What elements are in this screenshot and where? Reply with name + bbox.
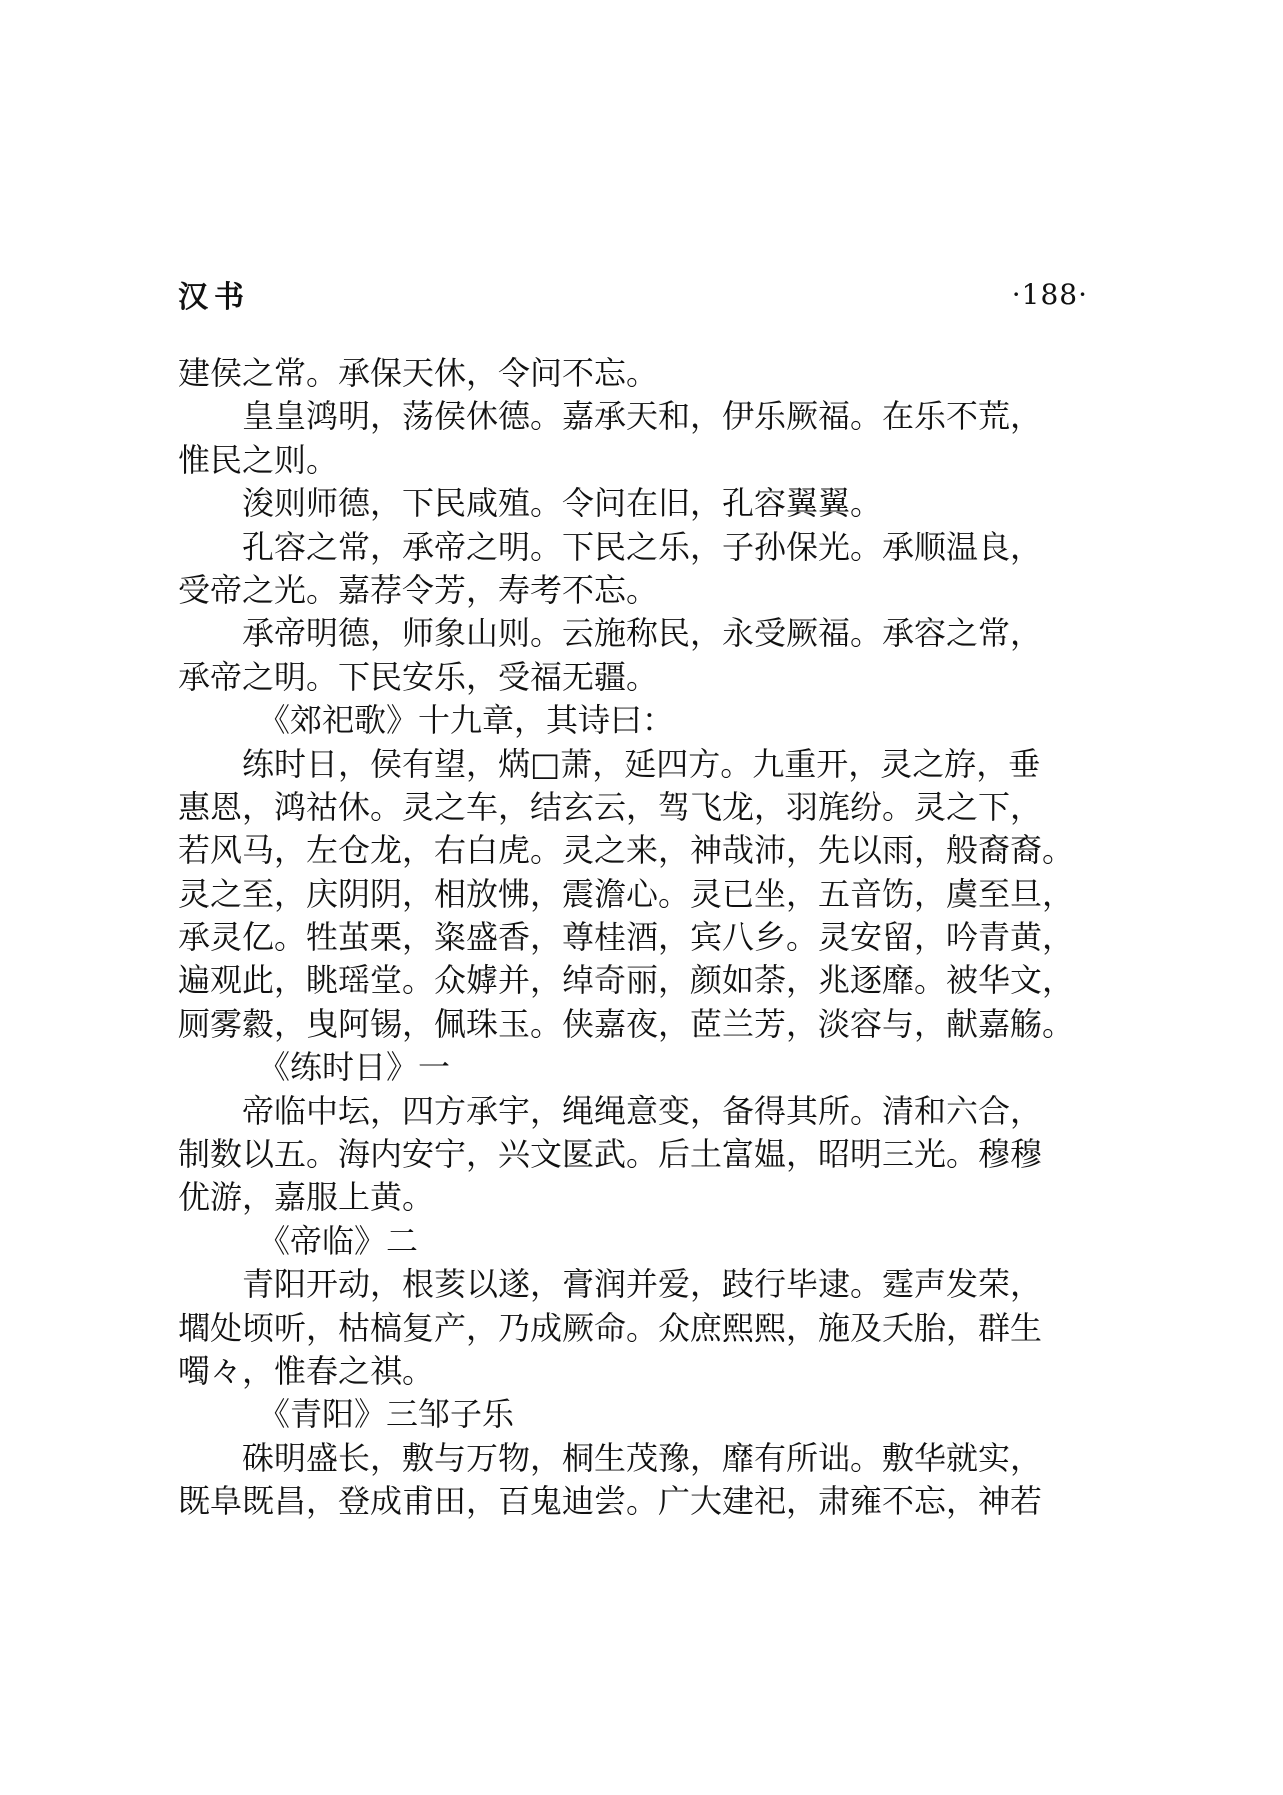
page-number: ·188· <box>1011 277 1088 311</box>
text-line: 皇皇鸿明，荡侯休德。嘉承天和，伊乐厥福。在乐不荒， <box>242 397 1043 436</box>
text-line: 制数以五。海内安宁，兴文匽武。后土富媪，昭明三光。穆穆 <box>178 1135 1043 1174</box>
text-line: 浚则师德，下民咸殖。令问在旧，孔容翼翼。 <box>242 484 883 523</box>
book-title: 汉书 <box>178 280 250 315</box>
section-heading: 《郊祀歌》十九章，其诗曰： <box>258 701 675 740</box>
text-line: 承灵亿。牲茧栗，粢盛香，尊桂酒，宾八乡。灵安留，吟青黄， <box>178 918 1075 957</box>
page-header <box>178 272 1088 316</box>
text-line: 若风马，左仓龙，右白虎。灵之来，神哉沛，先以雨，般裔裔。 <box>178 831 1075 870</box>
section-heading: 《青阳》三邹子乐 <box>258 1395 515 1434</box>
text-line: 承帝之明。下民安乐，受福无疆。 <box>178 657 659 696</box>
text-line: 青阳开动，根荄以遂，膏润并爱，跂行毕逮。霆声发荣， <box>242 1265 1043 1304</box>
body-text <box>178 352 1083 1524</box>
text-line: 壛处顷听，枯槁复产，乃成厥命。众庶熙熙，施及夭胎，群生 <box>178 1308 1043 1347</box>
section-heading: 《练时日》一 <box>258 1048 451 1087</box>
text-line: 优游，嘉服上黄。 <box>178 1178 435 1217</box>
text-line: 遍观此，眺瑶堂。众嫭并，绰奇丽，颜如荼，兆逐靡。被华文， <box>178 961 1075 1000</box>
text-line: 帝临中坛，四方承宇，绳绳意变，备得其所。清和六合， <box>242 1091 1043 1130</box>
text-line: 硃明盛长，敷与万物，桐生茂豫，靡有所诎。敷华就实， <box>242 1438 1043 1477</box>
text-line: 承帝明德，师象山则。云施称民，永受厥福。承容之常， <box>242 614 1043 653</box>
text-line: 练时日，侯有望，焫□萧，延四方。九重开，灵之斿，垂 <box>242 744 1041 783</box>
text-line: 惟民之则。 <box>178 440 339 479</box>
text-line: 噣々，惟春之祺。 <box>178 1351 435 1390</box>
text-line: 惠恩，鸿祜休。灵之车，结玄云，驾飞龙，羽旄纷。灵之下， <box>178 787 1043 826</box>
section-heading: 《帝临》二 <box>258 1221 419 1260</box>
text-line: 建侯之常。承保天休，令问不忘。 <box>178 354 659 392</box>
text-line: 灵之至，庆阴阴，相放怫，震澹心。灵已坐，五音饬，虞至旦， <box>178 874 1075 913</box>
text-line: 受帝之光。嘉荐令芳，寿考不忘。 <box>178 570 659 609</box>
text-line: 既阜既昌，登成甫田，百鬼迪尝。广大建祀，肃雍不忘，神若 <box>178 1482 1043 1521</box>
text-line: 厕雾縠，曳阿锡，佩珠玉。侠嘉夜，茝兰芳，淡容与，献嘉觞。 <box>178 1004 1075 1043</box>
text-line: 孔容之常，承帝之明。下民之乐，子孙保光。承顺温良， <box>242 527 1043 566</box>
